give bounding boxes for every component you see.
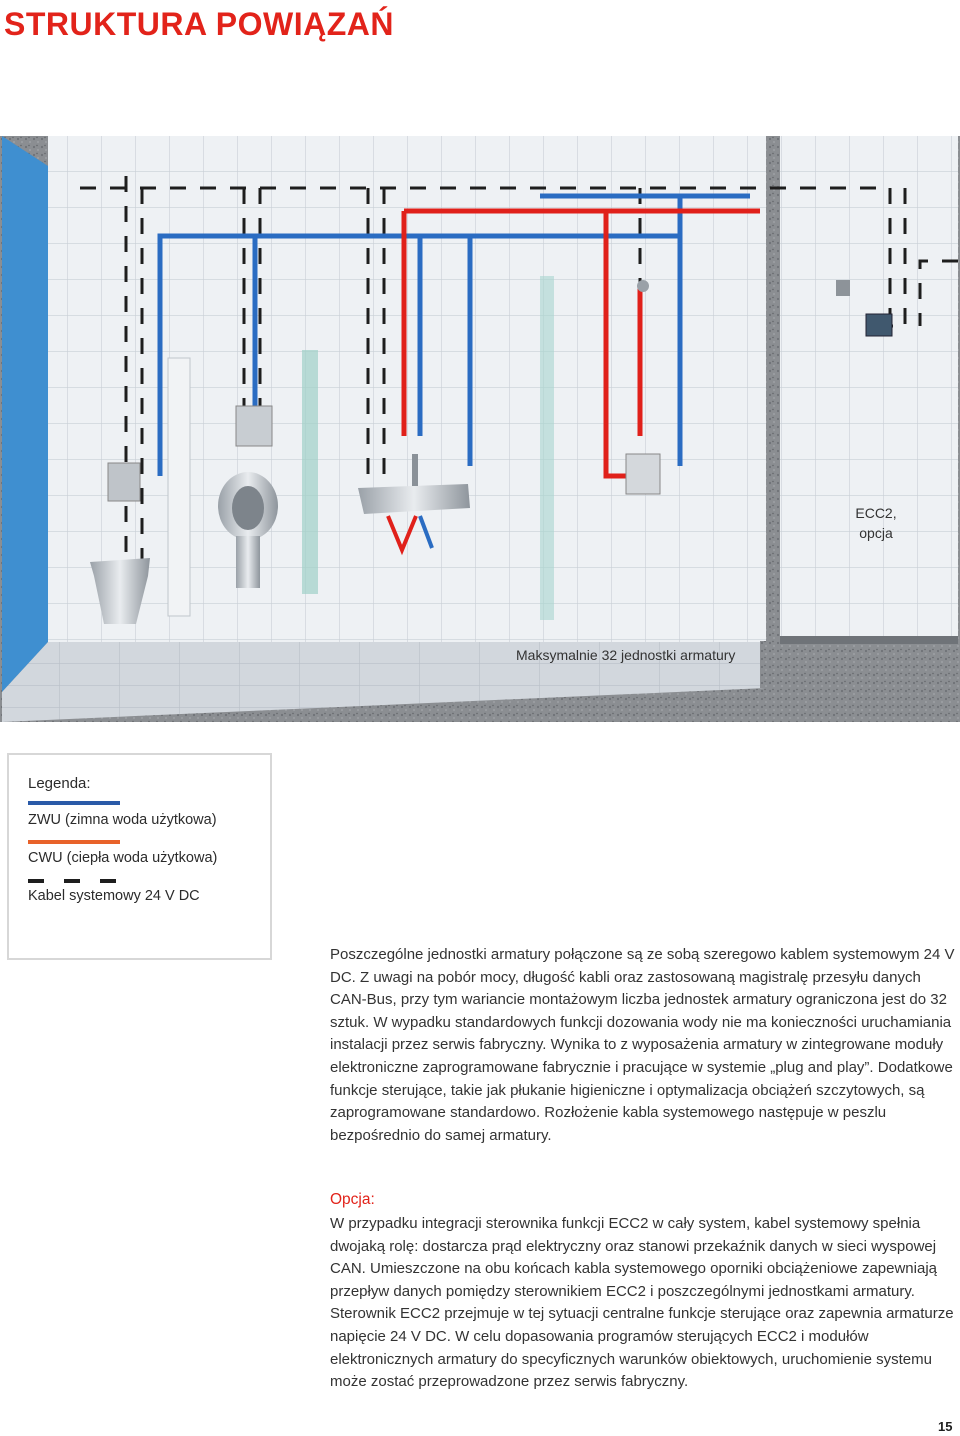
legend-item-hot-water: CWU (ciepła woda użytkowa): [28, 850, 218, 866]
ecc2-label: [852, 503, 900, 543]
page-number: 15: [938, 1419, 953, 1434]
option-paragraph: W przypadku integracji sterownika funkcji ECC2 w cały system, kabel systemowy spełnia dwojaką rolę: dostarcza prąd elektryczny oraz stanowi przekaźnik danych w sieci wyspowej CAN. Umieszczone na obu końcach kabla systemowego oporniki obciążeniowe zapewniają przepływ danych pomiędzy sterownikiem ECC2 i poszczególnymi jednostkami armatury. Sterownik ECC2 przejmuje w tej sytuacji centralne funkcje sterujące oraz zapewnia armaturze napięcie 24 V DC. W celu dopasowania programów sterujących ECC2 i modułów elektronicznych armatury do specyficznych warunków obiektowych, uruchomienie systemu może zostać przeprowadzone przez serwis fabryczny.: [330, 1215, 954, 1391]
ecc2-label-line2: opcja: [859, 525, 893, 541]
legend-box: [7, 753, 272, 960]
installation-illustration: [0, 136, 960, 722]
legend-title: Legenda:: [28, 775, 91, 792]
page-title: STRUKTURA POWIĄZAŃ: [4, 6, 394, 42]
max-units-label: Maksymalnie 32 jednostki armatury: [516, 647, 736, 663]
hot-water-line-swatch: [28, 840, 120, 844]
option-heading: Opcja:: [330, 1191, 375, 1208]
cold-water-line-swatch: [28, 801, 120, 805]
washroom-scene-image: [0, 136, 960, 722]
body-paragraph: Poszczególne jednostki armatury połączone są ze sobą szeregowo kablem systemowym 24 V DC. Z uwagi na pobór mocy, długość kabli oraz zastosowaną magistralę przesyłu danych CAN-Bus, przy tym wariancie montażowym liczba jednostek armatury ograniczona jest do 32 sztuk. W wypadku standardowych funkcji dozowania wody nie ma konieczności uruchamiania instalacji przez serwis fabryczny. Wynika to z wyposażenia armatury w zintegrowane moduły elektroniczne zaprogramowane fabrycznie i pracujące w systemie „plug and play”. Dodatkowe funkcje sterujące, takie jak płukanie higieniczne i optymalizacja obciążeń szczytowych, są zaprogramowane standardowo. Rozłożenie kabla systemowego następuje w peszlu bezpośrednio do samej armatury.: [330, 946, 955, 1144]
system-cable-dash-swatch: [28, 879, 120, 883]
ecc2-label-line1: ECC2,: [855, 505, 897, 521]
legend-item-cold-water: ZWU (zimna woda użytkowa): [28, 812, 217, 828]
legend-item-system-cable: Kabel systemowy 24 V DC: [28, 888, 200, 904]
